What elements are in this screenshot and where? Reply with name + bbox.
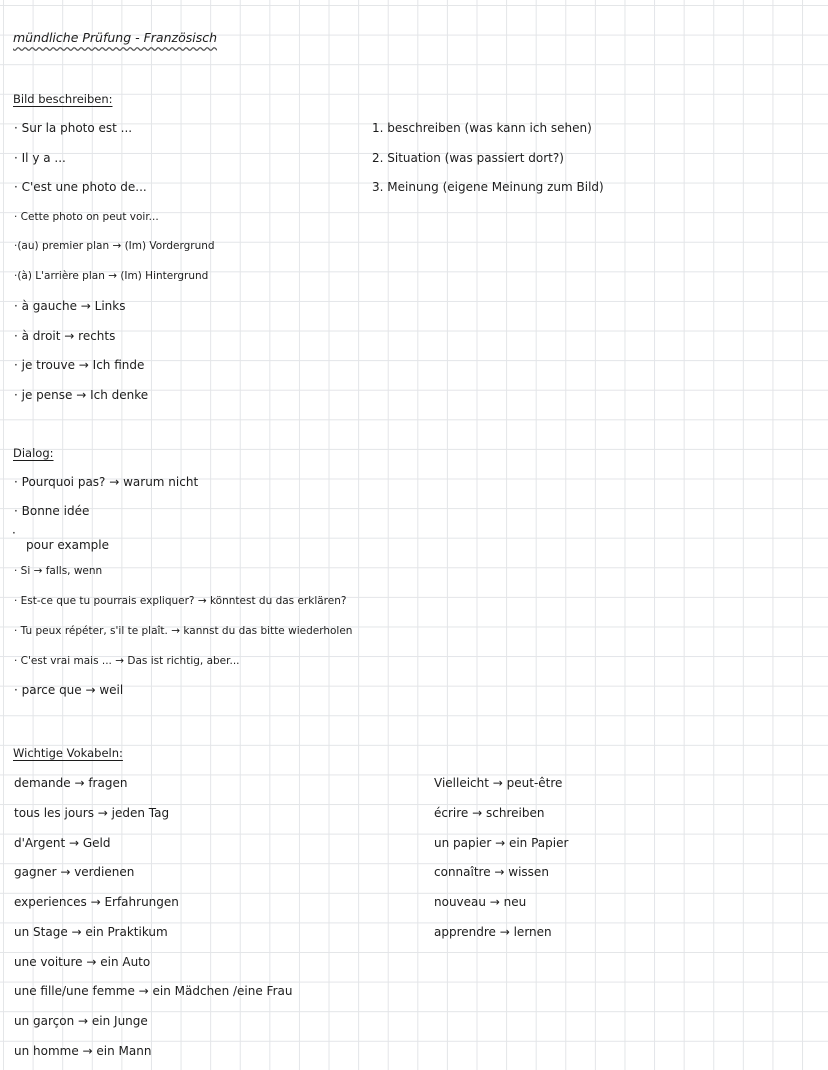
dialog-line: · Tu peux répéter, s'il te plaît. → kannst du das bitte wiederholen [14, 625, 353, 637]
vocab-left-item: un homme → ein Mann [14, 1044, 152, 1058]
vocab-left-item: une voiture → ein Auto [14, 955, 151, 969]
phrase-line: · je trouve → Ich finde [14, 358, 145, 372]
phrase-line: · à droit → rechts [14, 329, 116, 343]
dialog-line: · Est-ce que tu pourrais expliquer? → könntest du das erklären? [14, 595, 347, 607]
phrase-line: · Cette photo on peut voir... [14, 211, 159, 223]
step-item: 1. beschreiben (was kann ich sehen) [372, 121, 592, 135]
dialog-line: · C'est vrai mais ... → Das ist richtig, aber... [14, 655, 240, 667]
dialog-line: · parce que → weil [14, 683, 124, 697]
page-title: mündliche Prüfung - Französisch [13, 30, 218, 45]
section-heading-vokabeln: Wichtige Vokabeln: [13, 746, 123, 760]
vocab-right-item: écrire → schreiben [434, 806, 545, 820]
vocab-left-item: experiences → Erfahrungen [14, 895, 179, 909]
vocab-left-item: un garçon → ein Junge [14, 1014, 148, 1028]
dialog-line: · [12, 526, 16, 540]
vocab-left-item: demande → fragen [14, 776, 128, 790]
phrase-line: ·(au) premier plan → (Im) Vordergrund [14, 240, 215, 252]
phrase-line: · à gauche → Links [14, 299, 126, 313]
vocab-right-item: nouveau → neu [434, 895, 527, 909]
dialog-line: pour example [26, 538, 109, 552]
vocab-right-item: un papier → ein Papier [434, 836, 569, 850]
phrase-line: · je pense → Ich denke [14, 388, 149, 402]
vocab-right-item: Vielleicht → peut-être [434, 776, 563, 790]
vocab-right-item: apprendre → lernen [434, 925, 552, 939]
vocab-left-item: d'Argent → Geld [14, 836, 111, 850]
vocab-left-item: tous les jours → jeden Tag [14, 806, 170, 820]
vocab-right-item: connaître → wissen [434, 865, 549, 879]
vocab-left-item: un Stage → ein Praktikum [14, 925, 168, 939]
dialog-line: · Pourquoi pas? → warum nicht [14, 475, 199, 489]
phrase-line: ·(à) L'arrière plan → (Im) Hintergrund [14, 270, 209, 282]
step-item: 3. Meinung (eigene Meinung zum Bild) [372, 180, 604, 194]
vocab-left-item: gagner → verdienen [14, 865, 135, 879]
section-heading-dialog: Dialog: [13, 446, 54, 460]
dialog-line: · Si → falls, wenn [14, 565, 103, 577]
phrase-line: · Il y a ... [14, 151, 66, 165]
section-heading-bild-beschreiben: Bild beschreiben: [13, 92, 113, 106]
phrase-line: · Sur la photo est ... [14, 121, 133, 135]
dialog-line: · Bonne idée [14, 504, 90, 518]
phrase-line: · C'est une photo de... [14, 180, 147, 194]
vocab-left-item: une fille/une femme → ein Mädchen /eine Frau [14, 984, 293, 998]
step-item: 2. Situation (was passiert dort?) [372, 151, 564, 165]
